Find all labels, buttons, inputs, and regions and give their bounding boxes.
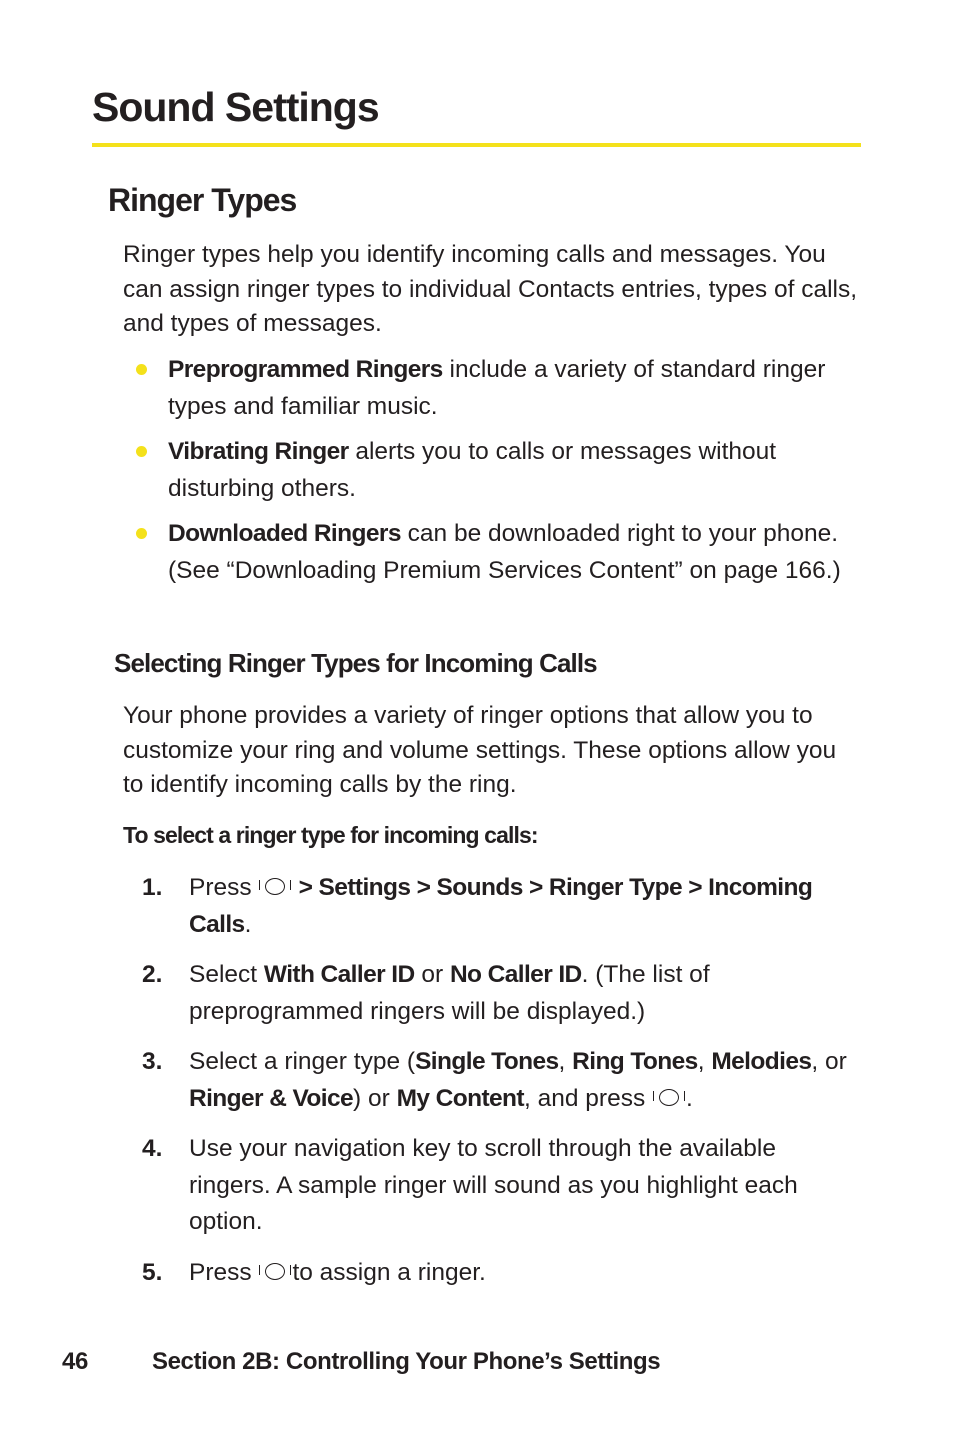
step-number: 3. xyxy=(142,1048,163,1075)
option-my-content: My Content xyxy=(396,1084,524,1112)
step-text: Press xyxy=(189,1258,259,1286)
step-number: 4. xyxy=(142,1135,163,1162)
bullet-text: can be downloaded right to your phone. (See “Downloading Premium Services Content” on page 166.) xyxy=(168,520,841,584)
footer-section-label: Section 2B: Controlling Your Phone’s Settings xyxy=(152,1348,661,1375)
step-text: , xyxy=(697,1048,712,1075)
subsection-heading: Selecting Ringer Types for Incoming Calls xyxy=(114,648,597,678)
bullet-term: Vibrating Ringer xyxy=(168,438,349,465)
step-number: 1. xyxy=(142,874,163,901)
step-text: or xyxy=(414,961,450,988)
step-text: . xyxy=(686,1084,693,1112)
option-single-tones: Single Tones xyxy=(415,1048,559,1075)
procedure-steps xyxy=(142,870,862,1305)
subsection-intro: Your phone provides a variety of ringer options that allow you to customize your ring and volume settings. These options allow you to identify incoming calls by the ring. xyxy=(123,702,837,798)
step-item xyxy=(142,1044,862,1117)
menu-ok-key-icon xyxy=(259,876,291,898)
bullet-term: Downloaded Ringers xyxy=(168,520,401,547)
step-number: 5. xyxy=(142,1258,163,1286)
step-item xyxy=(142,1131,862,1241)
step-text: Use your navigation key to scroll through the available ringers. A sample ringer will sound as you highlight each option. xyxy=(189,1135,798,1235)
step-item xyxy=(142,1255,862,1292)
section-heading: Ringer Types xyxy=(108,182,297,218)
section-intro: Ringer types help you identify incoming calls and messages. You can assign ringer types to individual Contacts entries, types of calls, and types of messages. xyxy=(123,241,858,337)
step-text: , xyxy=(558,1048,573,1075)
step-text: . xyxy=(244,910,252,938)
bullet-icon xyxy=(136,446,147,457)
bullet-text: alerts you to calls or messages without disturbing others. xyxy=(168,438,777,502)
step-text: , and press xyxy=(523,1084,652,1112)
page-title: Sound Settings xyxy=(92,84,379,130)
step-item xyxy=(142,870,862,943)
step-text: Press xyxy=(189,874,259,901)
option-with-caller-id: With Caller ID xyxy=(263,961,415,988)
step-text: to assign a ringer. xyxy=(292,1258,486,1286)
step-text: ) or xyxy=(353,1084,397,1112)
page-footer xyxy=(62,1348,660,1376)
bullet-text: include a variety of standard ringer types and familiar music. xyxy=(168,356,826,420)
list-item xyxy=(136,434,866,507)
list-item xyxy=(136,516,866,589)
step-text: Select a ringer type ( xyxy=(189,1048,416,1075)
option-ring-tones: Ring Tones xyxy=(572,1048,698,1075)
title-rule xyxy=(92,143,861,147)
option-no-caller-id: No Caller ID xyxy=(449,961,582,988)
step-text: . (The list of preprogrammed ringers will be displayed.) xyxy=(189,961,710,1025)
bullet-icon xyxy=(136,528,147,539)
step-item xyxy=(142,957,862,1030)
step-text: , or xyxy=(811,1048,847,1075)
ringer-types-list xyxy=(136,352,866,598)
bullet-icon xyxy=(136,364,147,375)
step-text: Select xyxy=(189,961,264,988)
menu-ok-key-icon xyxy=(653,1087,685,1109)
menu-path: > Settings > Sounds > Ringer Type > Incoming Calls xyxy=(189,874,813,938)
bullet-term: Preprogrammed Ringers xyxy=(168,356,443,383)
option-melodies: Melodies xyxy=(711,1048,812,1075)
option-ringer-voice: Ringer & Voice xyxy=(189,1084,354,1112)
procedure-lead: To select a ringer type for incoming calls: xyxy=(123,822,538,848)
list-item xyxy=(136,352,866,425)
menu-ok-key-icon xyxy=(259,1261,291,1283)
step-number: 2. xyxy=(142,961,163,988)
page-number: 46 xyxy=(62,1348,88,1375)
